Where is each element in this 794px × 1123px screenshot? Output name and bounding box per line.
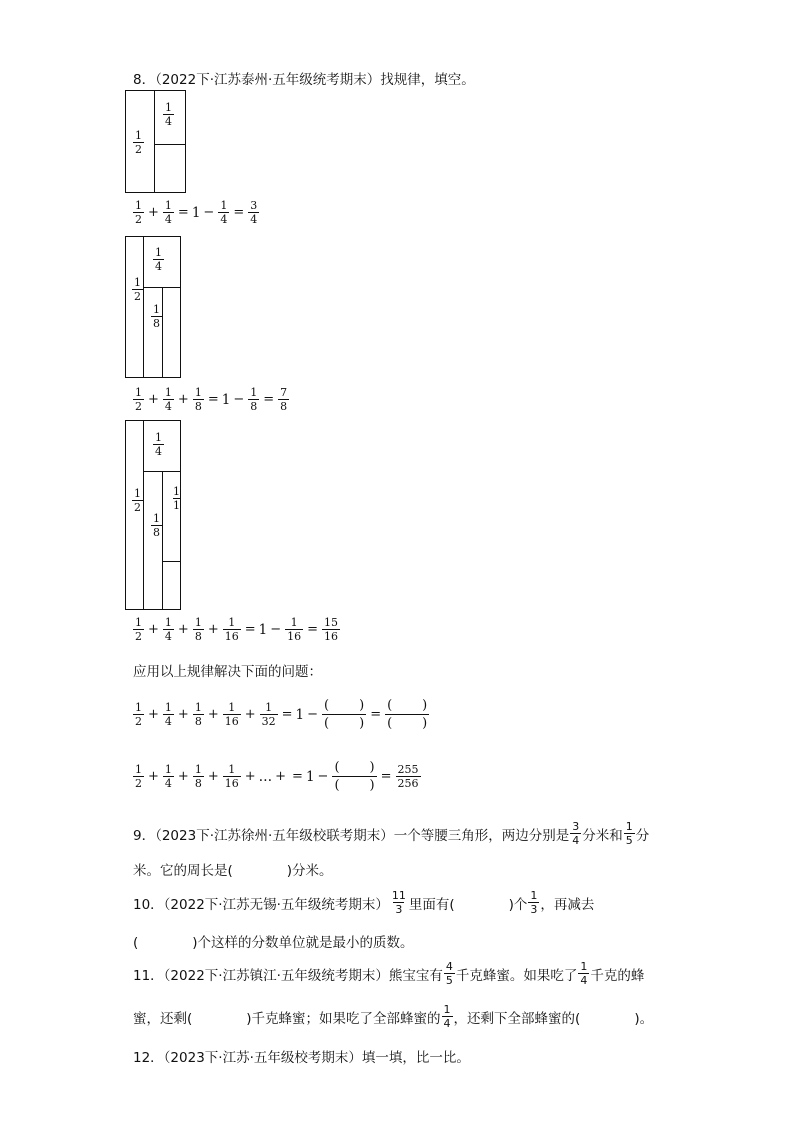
label-half: $\frac{1}{2}$ [134,276,141,303]
label-quarter: $\frac{1}{4}$ [165,101,172,128]
answer-blank-fraction-2[interactable]: ( ) ( ) [387,698,428,731]
q11-line2: 蜜，还剩( )千克蜂蜜；如果吃了全部蜂蜜的 1 4 ，还剩下全部蜂蜜的( )。 [133,1003,654,1030]
equation-1: 1 2 + $\frac{1}{4}$ = 1 − $\frac{1}{4}$ = $\frac{3}{4}$ [135,199,258,226]
answer-blank-fraction-3[interactable]: ( ) ( ) [334,760,375,793]
equation-3: 1 2 + $\frac{1}{4}$ + $\frac{1}{8}$ + $\frac{1}{16}$ = 1 − $\frac{1}{16}$ = $\frac{15}{16}$ [135,616,339,643]
q10-line2: ( )个这样的分数单位就是最小的质数。 [133,935,414,951]
label-sixteenth-cut: 1 1 [173,485,181,519]
q12-title: 12．（2023下·江苏·五年级校考期末）填一填，比一比。 [133,1050,470,1066]
label-eighth: $\frac{1}{8}$ [153,512,160,539]
label-quarter: $\frac{1}{4}$ [155,431,162,458]
q9-line1: 9．（2023下·江苏徐州·五年级校联考期末）一个等腰三角形，两边分别是 3 4 分米和 1 5 分 [133,820,650,847]
label-eighth: $\frac{1}{8}$ [153,303,160,330]
equation-4: 1 2 + $\frac{1}{4}$ + $\frac{1}{8}$ + $\frac{1}{16}$ + $\frac{1}{32}$ = 1 − ( ) ( ) = ( ) ( ) [135,698,428,731]
equation-5: 1 2 + $\frac{1}{4}$ + $\frac{1}{8}$ + $\frac{1}{16}$ + … + = 1 − ( ) ( ) = $\frac{255}{256}$ [135,760,419,793]
label-half: $\frac{1}{2}$ [134,487,141,514]
answer-blank-fraction-1[interactable]: ( ) ( ) [324,698,365,731]
q10-line1: 10．（2022下·江苏无锡·五年级统考期末） 11 3 里面有( )个 1 3 ，再减去 [133,889,595,916]
q11-line1: 11．（2022下·江苏镇江·五年级统考期末）熊宝宝有 4 5 千克蜂蜜。如果吃了 1 4 千克的蜂 [133,960,645,987]
label-quarter: $\frac{1}{4}$ [155,246,162,273]
q9-line2: 米。它的周长是( )分米。 [133,863,333,879]
apply-instruction: 应用以上规律解决下面的问题： [133,664,322,680]
q8-title: 8．（2022下·江苏泰州·五年级统考期末）找规律，填空。 [133,72,475,88]
label-half: $\frac{1}{2}$ [135,129,142,156]
equation-2: 1 2 + $\frac{1}{4}$ + $\frac{1}{8}$ = 1 − $\frac{1}{8}$ = $\frac{7}{8}$ [135,386,288,413]
